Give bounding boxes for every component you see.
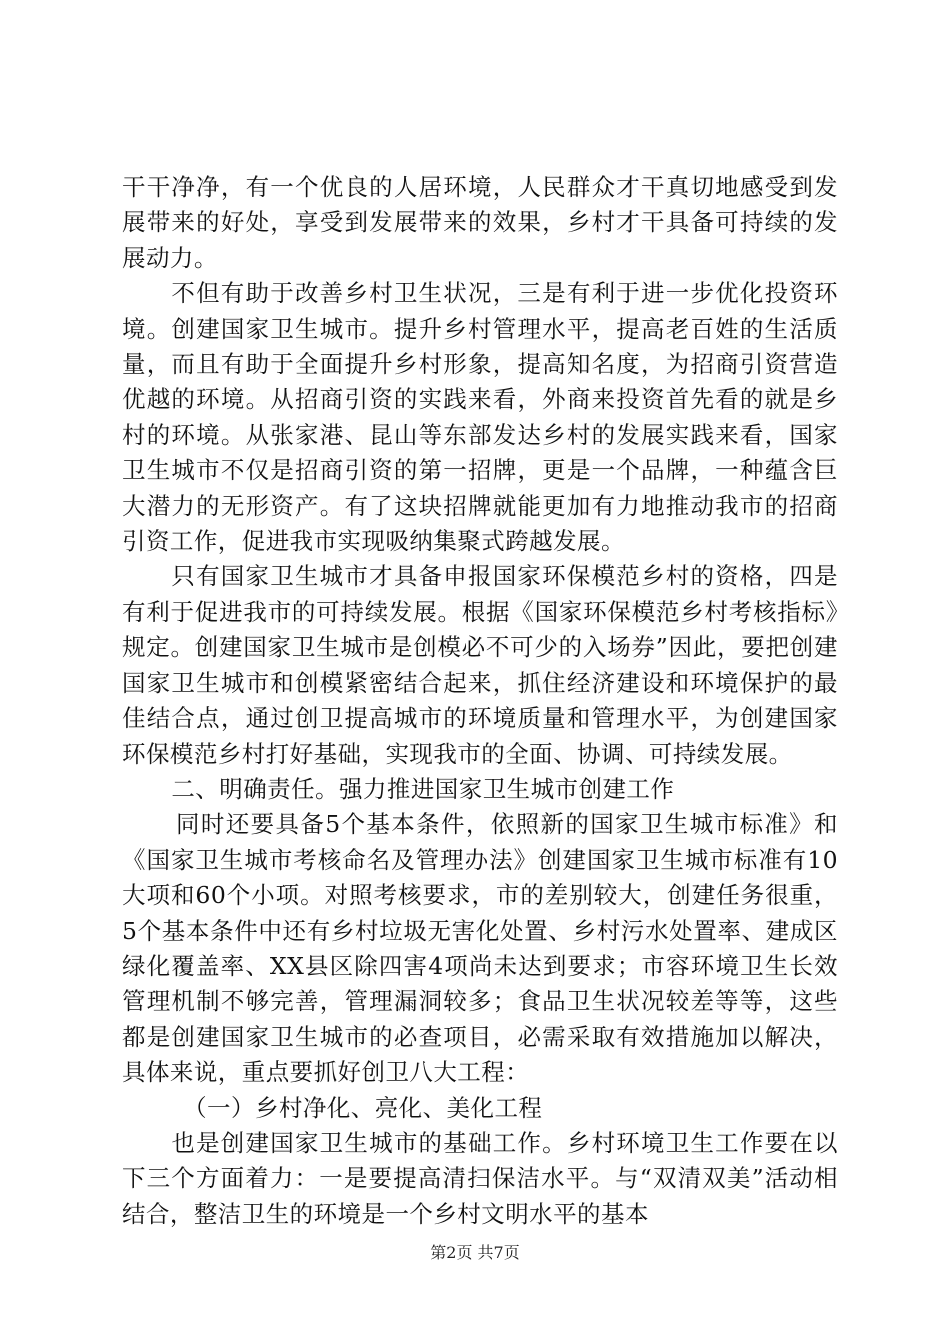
paragraph-continuation: 干干净净，有一个优良的人居环境，人民群众才干真切地感受到发展带来的好处，享受到发展带来的效果，乡村才干具备可持续的发展动力。 [122,173,838,272]
paragraph-basic-conditions: 同时还要具备5个基本条件，依照新的国家卫生城市标准》和《国家卫生城市考核命名及管理办法》创建国家卫生城市标准有10大项和60个小项。对照考核要求，市的差别较大，创建任务很重，5个基本条件中还有乡村垃圾无害化处置、乡村污水处置率、建成区绿化覆盖率、XX县区除四害4项尚未达到要求；市容环境卫生长效管理机制不够完善，管理漏洞较多；食品卫生状况较差等等，这些都是创建国家卫生城市的必查项目，必需采取有效措施加以解决，具体来说，重点要抓好创卫八大工程： [122,810,838,1087]
subsection-heading-purification: （一）乡村净化、亮化、美化工程 [183,1093,543,1122]
paragraph-sanitation-work: 也是创建国家卫生城市的基础工作。乡村环境卫生工作要在以下三个方面着力：一是要提高清扫保洁水平。与“双清双美”活动相结合，整洁卫生的环境是一个乡村文明水平的基本 [122,1128,838,1228]
page-number-footer: 第2页 共7页 [430,1243,520,1262]
paragraph-sustainable-development: 只有国家卫生城市才具备申报国家环保模范乡村的资格，四是有利于促进我市的可持续发展。根据《国家环保模范乡村考核指标》规定。创建国家卫生城市是创模必不可少的入场券”因此，要把创建国家卫生城市和创模紧密结合起来，抓住经济建设和环境保护的最佳结合点，通过创卫提高城市的环境质量和管理水平，为创建国家环保模范乡村打好基础，实现我市的全面、协调、可持续发展。 [122,562,838,768]
paragraph-investment-environment: 不但有助于改善乡村卫生状况，三是有利于进一步优化投资环境。创建国家卫生城市。提升乡村管理水平，提高老百姓的生活质量，而且有助于全面提升乡村形象，提高知名度，为招商引资营造优越的环境。从招商引资的实践来看，外商来投资首先看的就是乡村的环境。从张家港、昆山等东部发达乡村的发展实践来看，国家卫生城市不仅是招商引资的第一招牌，更是一个品牌，一种蕴含巨大潜力的无形资产。有了这块招牌就能更加有力地推动我市的招商引资工作，促进我市实现吸纳集聚式跨越发展。 [122,279,838,556]
section-heading-responsibility: 二、明确责任。强力推进国家卫生城市创建工作 [171,774,675,803]
document-body [122,170,838,1232]
